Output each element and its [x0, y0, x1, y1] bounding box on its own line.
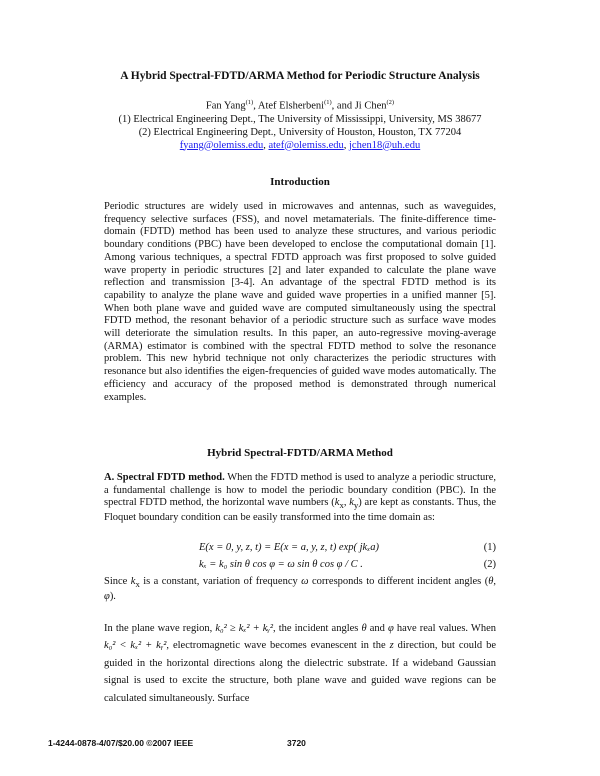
- spectral-fdtd-paragraph: A. Spectral FDTD method. When the FDTD method is used to analyze a periodic structure, a fundamental challenge is how to model the periodic boundary condition (PBC). In the spectral FDTD method, the horizontal wave numbers ($k_x$, $k_y$) are kept as constants. Thus, the Floquet boundary condition can be easily transformed into the time domain as:: [104, 472, 496, 524]
- equation-2-number: (2): [483, 559, 496, 570]
- section-heading-method: Hybrid Spectral-FDTD/ARMA Method: [207, 447, 393, 459]
- paper-title: A Hybrid Spectral-FDTD/ARMA Method for Periodic Structure Analysis: [120, 70, 480, 82]
- email-link-1[interactable]: fyang@olemiss.edu: [179, 139, 264, 151]
- incident-angle-paragraph: Since $k_x$ is a constant, variation of frequency ω corresponds to different incident angles (θ, φ).: [104, 576, 496, 602]
- affiliation-2: (2) Electrical Engineering Dept., University of Houston, Houston, TX 77204: [138, 126, 462, 138]
- author-names: Fan Yang$^{(1)}$, Atef Elsherbeni$^{(1)}$, and Ji Chen$^{(2)}$: [205, 99, 395, 112]
- email-link-2[interactable]: atef@olemiss.edu: [268, 139, 344, 151]
- page-number: 3720: [287, 738, 306, 748]
- equation-1-number: (1): [483, 542, 496, 553]
- affiliation-1: (1) Electrical Engineering Dept., The University of Mississippi, University, MS 38677: [118, 113, 482, 125]
- copyright-footer: 1-4244-0878-4/07/$20.00 ©2007 IEEE: [48, 738, 194, 748]
- equation-1: [104, 542, 496, 556]
- equation-2-body: kₓ = k₀ sin θ cos φ = ω sin θ cos φ / C .: [199, 559, 363, 570]
- email-line: fyang@olemiss.edu, atef@olemiss.edu, jchen18@uh.edu: [179, 139, 421, 151]
- introduction-heading: Introduction: [270, 176, 330, 188]
- equation-2: [104, 559, 496, 573]
- introduction-paragraph: Periodic structures are widely used in microwaves and antennas, such as waveguides, frequency selective surfaces (FSS), and novel metamaterials. The finite-difference time-domain (FDTD) method has been used to analyze these structures, and various periodic boundary conditions (PBC) have been developed to enclose the computational domain [1]. Among various techniques, a spectral FDTD approach was first proposed to solve guided wave property in periodic structures [2] and later expanded to calculate the plane wave reflection and transmission [3-4]. An advantage of the spectral FDTD method is its capability to analyze the plane wave and guided wave properties in a unified manner [5]. When both plane wave and guided wave are computed simultaneously using the spectral FDTD method, the resonant behavior of a periodic structure such as surface wave modes will deteriorate the simulation results. In this paper, an auto-regressive moving-average (ARMA) estimator is combined with the spectral FDTD method to solve the resonance problem. This new hybrid technique not only characterizes the periodic structures with resonance but also identifies the eigen-frequencies of guided wave modes automatically. The efficiency and accuracy of the proposed method is demonstrated through numerical examples.: [104, 201, 496, 403]
- author-block: [60, 96, 540, 152]
- equation-1-body: E(x = 0, y, z, t) = E(x = a, y, z, t) exp( jkₓa): [199, 542, 379, 553]
- plane-wave-paragraph: In the plane wave region, k₀² ≥ kₓ² + kᵧ², the incident angles θ and φ have real values. When k₀² < kₓ² + kᵧ², electromagnetic wave becomes evanescent in the z direction, but could be guided in the horizontal directions along the dielectric substrate. If a wideband Gaussian signal is used to excite the structure, both plane wave and guided wave regions can be calculated simultaneously. Surface: [104, 623, 497, 704]
- email-link-3[interactable]: jchen18@uh.edu: [349, 139, 421, 151]
